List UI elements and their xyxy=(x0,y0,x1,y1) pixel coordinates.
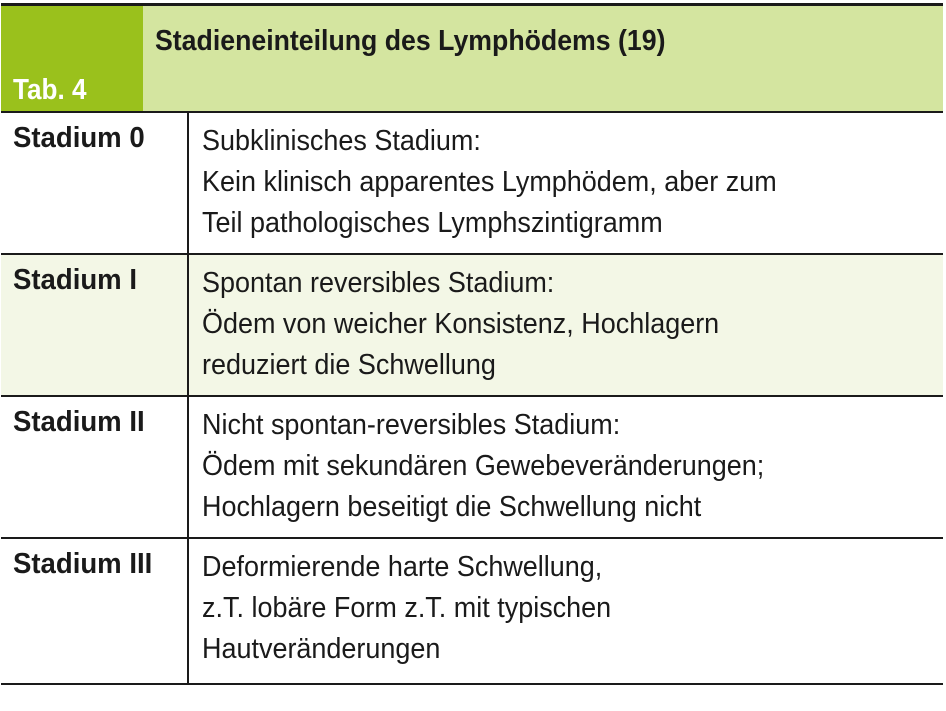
stage-cell xyxy=(1,397,189,537)
staging-table xyxy=(1,3,943,685)
description-line: Subklinisches Stadium: xyxy=(202,125,481,157)
stage-cell xyxy=(1,539,189,683)
description-line: Spontan reversibles Stadium: xyxy=(202,267,555,299)
stage-label: Stadium III xyxy=(13,548,153,580)
description-cell xyxy=(189,255,943,395)
table-row-stage-3 xyxy=(1,539,943,685)
table-row-stage-2 xyxy=(1,397,943,539)
description-cell xyxy=(189,397,943,537)
stage-cell xyxy=(1,255,189,395)
description-line: Ödem mit sekundären Gewebeveränderungen; xyxy=(202,450,765,482)
stage-label: Stadium 0 xyxy=(13,122,145,154)
description-line: reduziert die Schwellung xyxy=(202,349,496,381)
table-header xyxy=(1,6,943,113)
description-cell xyxy=(189,113,943,253)
table-title: Stadieneinteilung des Lymphödems (19) xyxy=(155,25,666,57)
description-line: Hochlagern beseitigt die Schwellung nicht xyxy=(202,491,702,523)
table-number-label: Tab. 4 xyxy=(13,74,87,106)
description-line: Deformierende harte Schwellung, xyxy=(202,551,603,583)
description-line: z.T. lobäre Form z.T. mit typischen xyxy=(202,592,612,624)
stage-label: Stadium I xyxy=(13,264,137,296)
description-line: Nicht spontan-reversibles Stadium: xyxy=(202,409,621,441)
stage-cell xyxy=(1,113,189,253)
table-row-stage-0 xyxy=(1,113,943,255)
table-row-stage-1 xyxy=(1,255,943,397)
description-line: Kein klinisch apparentes Lymphödem, aber zum xyxy=(202,166,777,198)
table-number-box xyxy=(1,6,143,111)
stage-label: Stadium II xyxy=(13,406,145,438)
description-line: Hautveränderungen xyxy=(202,633,441,665)
description-line: Ödem von weicher Konsistenz, Hochlagern xyxy=(202,308,720,340)
description-cell xyxy=(189,539,943,683)
description-line: Teil pathologisches Lymphszintigramm xyxy=(202,207,663,239)
